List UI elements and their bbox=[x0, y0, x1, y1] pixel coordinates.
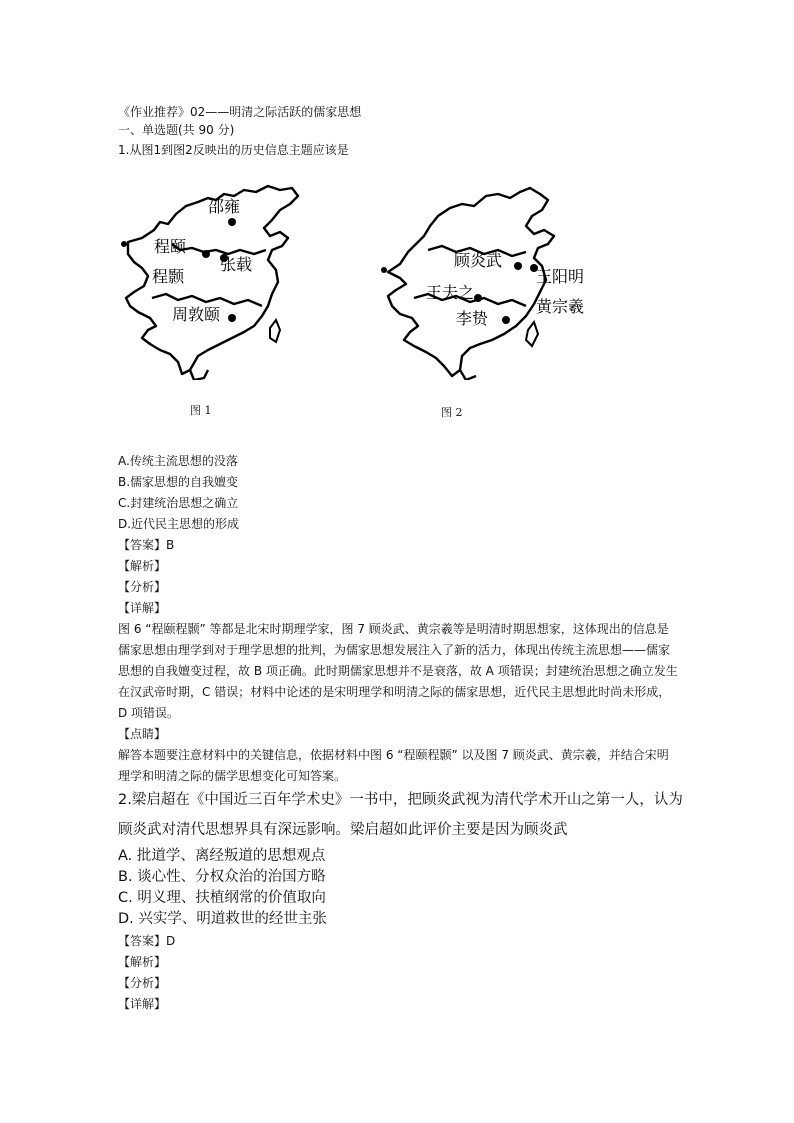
question-1-stem: 1.从图1到图2反映出的历史信息主题应该是 bbox=[118, 143, 349, 157]
q1-option-a: A.传统主流思想的没落 bbox=[118, 454, 238, 468]
q1-fenxi-tag: 【分析】 bbox=[118, 580, 167, 594]
q1-detail-line: D 项错误。 bbox=[118, 706, 180, 720]
figure-2-outline bbox=[378, 186, 608, 380]
q2-answer: 【答案】D bbox=[118, 934, 176, 948]
q1-point-tag: 【点睛】 bbox=[118, 727, 167, 741]
q1-detail-line: 在汉武帝时期，C 错误；材料中论述的是宋明理学和明清之际的儒家思想，近代民主思想此时尚未形成， bbox=[118, 685, 671, 699]
figure-2-map bbox=[378, 186, 608, 380]
q2-stem-line: 顾炎武对清代思想界具有深远影响。梁启超如此评价主要是因为顾炎武 bbox=[118, 822, 568, 838]
q1-point-line: 解答本题要注意材料中的关键信息，依据材料中图 6 “程颐程颢” 以及图 7 顾炎武、黄宗羲，并结合宋明 bbox=[118, 748, 669, 762]
q2-detail-tag: 【详解】 bbox=[118, 997, 167, 1011]
map1-label-shaoyong: 邵雍 bbox=[208, 197, 241, 216]
q2-analysis-tag: 【解析】 bbox=[118, 955, 167, 969]
document-title: 《作业推荐》02——明清之际活跃的儒家思想 bbox=[118, 105, 362, 119]
q1-option-b: B.儒家思想的自我嬗变 bbox=[118, 475, 239, 489]
q1-point-line: 理学和明清之际的儒学思想变化可知答案。 bbox=[118, 769, 347, 783]
map1-label-zhangzai: 张载 bbox=[220, 255, 253, 274]
q1-analysis-tag: 【解析】 bbox=[118, 559, 167, 573]
q1-detail-tag: 【详解】 bbox=[118, 601, 167, 615]
q2-option-b: B. 谈心性、分权众治的治国方略 bbox=[118, 869, 326, 885]
map2-label-wangfuzhi: 王夫之 bbox=[426, 283, 475, 302]
map2-label-lizhi: 李贽 bbox=[456, 309, 489, 328]
map1-label-chenghao: 程颢 bbox=[152, 267, 185, 286]
map2-label-huangzongxi: 黄宗羲 bbox=[536, 297, 585, 316]
figure-1-outline bbox=[120, 180, 310, 380]
q1-detail-line: 思想的自我嬗变过程，故 B 项正确。此时期儒家思想并不是衰落，故 A 项错误；封建统治思想之确立发生 bbox=[118, 664, 678, 678]
map2-label-wangyangming: 王阳明 bbox=[536, 267, 585, 286]
q2-option-c: C. 明义理、扶植纲常的价值取向 bbox=[118, 890, 326, 906]
q2-stem-line: 2.梁启超在《中国近三百年学术史》一书中，把顾炎武视为清代学术开山之第一人，认为 bbox=[118, 792, 683, 808]
q1-detail-line: 图 6 “程颐程颢” 等都是北宋时期理学家，图 7 顾炎武、黄宗羲等是明清时期思想家，这体现出的信息是 bbox=[118, 622, 669, 636]
map1-label-zhoudunyi: 周敦颐 bbox=[172, 305, 221, 324]
figure-1-map bbox=[120, 180, 310, 380]
map2-label-guyanwu: 顾炎武 bbox=[454, 251, 503, 270]
q1-answer: 【答案】B bbox=[118, 538, 175, 552]
q2-option-a: A. 批道学、离经叛道的思想观点 bbox=[118, 848, 326, 864]
q1-option-d: D.近代民主思想的形成 bbox=[118, 517, 240, 531]
q1-detail-line: 儒家思想由理学到对于理学思想的批判，为儒家思想发展注入了新的活力，体现出传统主流思想——儒家 bbox=[118, 643, 671, 657]
section-heading: 一、单选题(共 90 分) bbox=[118, 123, 235, 137]
figure-1-caption: 图 1 bbox=[190, 404, 212, 417]
map1-label-chengyi: 程颐 bbox=[154, 237, 187, 256]
figure-2-caption: 图 2 bbox=[441, 406, 463, 419]
q2-option-d: D. 兴实学、明道救世的经世主张 bbox=[118, 911, 327, 927]
q1-option-c: C.封建统治思想之确立 bbox=[118, 496, 239, 510]
q2-fenxi-tag: 【分析】 bbox=[118, 976, 167, 990]
